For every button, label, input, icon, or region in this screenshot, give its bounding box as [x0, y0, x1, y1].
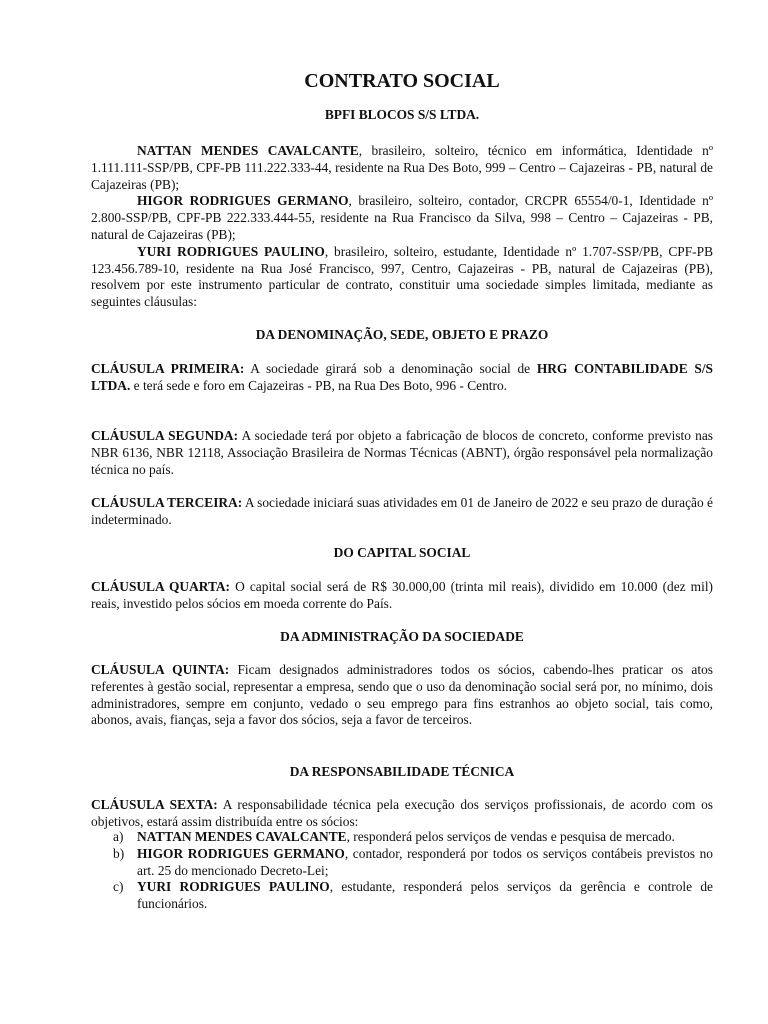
partner-name: NATTAN MENDES CAVALCANTE [137, 829, 347, 844]
list-item [91, 846, 713, 880]
clause-company-name: HRG CONTABILIDADE S/S LTDA. [91, 361, 714, 393]
clause-label: CLÁUSULA SEXTA: [91, 797, 218, 812]
clause-label: CLÁUSULA PRIMEIRA: [91, 361, 245, 376]
party-name: NATTAN MENDES CAVALCANTE [137, 143, 359, 158]
list-item [91, 879, 713, 913]
clause-primeira [91, 361, 713, 395]
clause-text: e terá sede e foro em Cajazeiras - PB, na Rua Des Boto, 996 - Centro. [130, 377, 508, 393]
clause-sexta [91, 797, 713, 831]
clause-label: CLÁUSULA SEGUNDA: [91, 428, 239, 443]
clause-text: Ficam designados administradores todos os sócios, cabendo-lhes praticar os atos referentes à gestão social, representar a empresa, sendo que o uso da denominação social será por, no mínimo, dois administradores, sempre em conjunto, vedado o seu emprego para fins estranhos ao objeto social, tais como, abonos, avais, fianças, seja a favor dos sócios, seja a favor de terceiros. [91, 662, 713, 728]
section-heading-responsabilidade: DA RESPONSABILIDADE TÉCNICA [289, 764, 515, 779]
section-heading-denominacao: DA DENOMINAÇÃO, SEDE, OBJETO E PRAZO [255, 327, 549, 342]
responsibility-text: , responderá pelos serviços de vendas e pesquisa de mercado. [346, 829, 675, 844]
clause-segunda [91, 428, 713, 478]
clause-text: A sociedade terá por objeto a fabricação de blocos de concreto, conforme previsto nas NBR 6136, NBR 12118, Associação Brasileira de Normas Técnicas (ABNT), órgão responsável pela normalização técnica no país. [91, 428, 713, 477]
list-marker: a) [113, 829, 124, 844]
partner-name: HIGOR RODRIGUES GERMANO [137, 845, 345, 861]
clause-text: O capital social será de R$ 30.000,00 (trinta mil reais), dividido em 10.000 (dez mil) reais, investido pelos sócios em moeda corrente do País. [91, 579, 714, 611]
list-marker: b) [113, 845, 125, 861]
company-name: BPFI BLOCOS S/S LTDA. [324, 107, 480, 122]
party-details: , brasileiro, solteiro, estudante, Identidade nº 1.707-SSP/PB, CPF-PB 123.456.789-10, residente na Rua José Francisco, 997, Centro, Cajazeiras - PB, natural de Cajazeiras (PB), resolvem por este instrumento particular de contrato, constituir uma sociedade simples limitada, mediante as seguintes cláusulas: [91, 243, 713, 310]
party-name: YURI RODRIGUES PAULINO [137, 243, 325, 259]
clause-text: A sociedade iniciará suas atividades em 01 de Janeiro de 2022 e seu prazo de duração é indeterminado. [91, 495, 713, 527]
responsibility-text: , estudante, responderá pelos serviços da gerência e controle de funcionários. [137, 879, 713, 912]
partner-name: YURI RODRIGUES PAULINO [137, 879, 330, 895]
clause-text: A responsabilidade técnica pela execução dos serviços profissionais, de acordo com os objetivos, estará assim distribuída entre os sócios: [91, 797, 713, 829]
clause-label: CLÁUSULA TERCEIRA: [91, 495, 243, 510]
section-heading-administracao: DA ADMINISTRAÇÃO DA SOCIEDADE [280, 629, 524, 644]
party-details: , brasileiro, solteiro, técnico em informática, Identidade nº 1.111.111-SSP/PB, CPF-PB 111.222.333-44, residente na Rua Des Boto, 999 – Centro – Cajazeiras - PB, natural de Cajazeiras (PB); [91, 143, 713, 192]
party-paragraph [91, 143, 713, 193]
list-marker: c) [113, 879, 124, 895]
clause-label: CLÁUSULA QUARTA: [91, 579, 231, 594]
party-details: , brasileiro, solteiro, contador, CRCPR 65554/0-1, Identidade nº 2.800-SSP/PB, CPF-PB 222.333.444-55, residente na Rua Francisco da Silva, 998 – Centro – Cajazeiras - PB, natural de Cajazeiras (PB); [91, 193, 713, 242]
party-paragraph [91, 244, 713, 311]
responsibility-list [91, 829, 713, 913]
list-item [91, 829, 713, 846]
document-title: CONTRATO SOCIAL [304, 70, 500, 92]
party-name: HIGOR RODRIGUES GERMANO [137, 193, 349, 209]
clause-terceira [91, 495, 713, 529]
party-paragraph [91, 193, 713, 243]
responsibility-text: , contador, responderá por todos os serviços contábeis previstos no art. 25 do mencionado Decreto-Lei; [137, 845, 713, 878]
clause-label: CLÁUSULA QUINTA: [91, 662, 230, 677]
clause-quinta [91, 662, 713, 729]
clause-text: A sociedade girará sob a denominação social de [244, 361, 537, 376]
section-heading-capital: DO CAPITAL SOCIAL [333, 545, 471, 560]
parties-block [91, 143, 713, 311]
clause-quarta [91, 579, 713, 613]
